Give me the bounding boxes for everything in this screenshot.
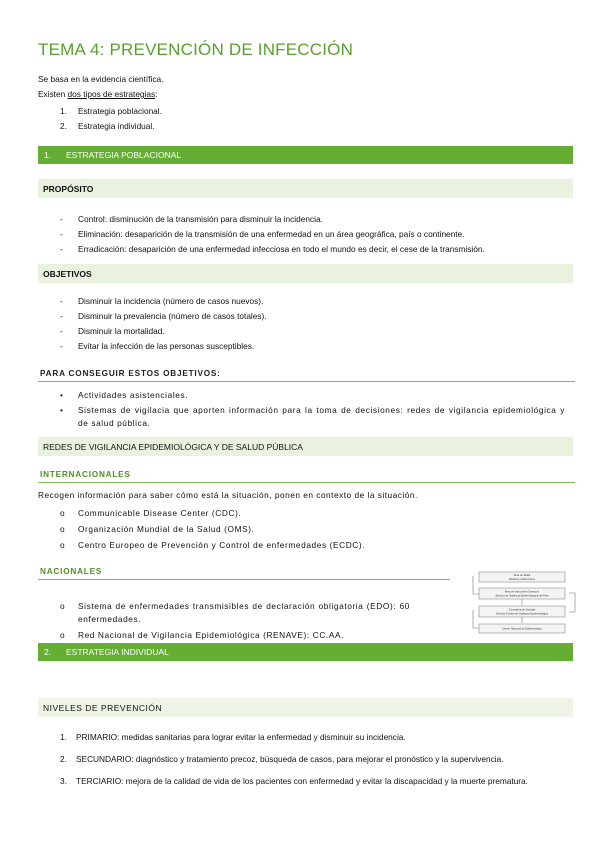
section-number: 2. (44, 647, 52, 657)
page-title: TEMA 4: PREVENCIÓN DE INFECCIÓN (38, 40, 354, 59)
conseguir-list (60, 389, 565, 432)
intro-line-2-pre: Existen (38, 89, 68, 99)
diagram-connector (473, 576, 479, 594)
list-text: SECUNDARIO: diagnóstico y tratamiento precoz, búsqueda de casos, para mejorar el pronóstico y la supervivencia. (76, 754, 504, 764)
section-number: 1. (44, 150, 52, 160)
list-item (40, 752, 565, 766)
subheading-proposito: PROPÓSITO (38, 179, 573, 198)
subheading-conseguir: PARA CONSEGUIR ESTOS OBJETIVOS: (38, 369, 575, 382)
diagram-box-4-line-1: Centro Nacional de Epidemiología (502, 627, 542, 631)
list-text: Disminuir la incidencia (número de casos nuevos). (78, 296, 264, 306)
bullet-marker: o (60, 601, 66, 611)
list-number: 2. (60, 121, 67, 131)
bullet-marker: • (60, 405, 64, 415)
section-heading-individual (38, 643, 573, 661)
list-text: Estrategia individual. (78, 121, 155, 131)
list-text: Disminuir la mortalidad. (78, 326, 165, 336)
surveillance-hierarchy-diagram (461, 570, 591, 636)
list-item (60, 404, 565, 430)
list-item (60, 119, 162, 134)
list-item (60, 523, 565, 536)
intro-line-1: Se basa en la evidencia científica. (38, 74, 164, 84)
dash-marker: - (60, 244, 63, 254)
list-text: Organización Mundial de la Salud (OMS). (78, 524, 255, 534)
list-item (60, 507, 565, 520)
list-item (60, 539, 565, 552)
list-text: Communicable Disease Center (CDC). (78, 508, 242, 518)
dash-marker: - (60, 311, 63, 321)
diagram-box-1-line-1: Área de Salud (513, 574, 531, 577)
diagram-connector (569, 593, 575, 612)
list-item (60, 227, 485, 242)
subheading-redes: REDES DE VIGILANCIA EPIDEMIOLÓGICA Y DE SALUD PÚBLICA (38, 437, 573, 456)
list-item (60, 389, 565, 402)
niveles-list (40, 730, 565, 796)
bullet-marker: o (60, 630, 66, 640)
section-title: ESTRATEGIA INDIVIDUAL (66, 647, 169, 657)
diagram-box-1-line-2: Médicos y Enfermeros (509, 578, 535, 581)
dash-marker: - (60, 326, 63, 336)
dash-marker: - (60, 229, 63, 239)
proposito-list (60, 212, 485, 257)
list-number: 1. (60, 106, 67, 116)
subheading-internacionales: INTERNACIONALES (38, 470, 575, 483)
list-item (60, 309, 267, 324)
list-item (60, 294, 267, 309)
intro-line-2-underlined: dos tipos de estrategias (67, 89, 156, 99)
list-item (40, 730, 565, 744)
nacionales-list (60, 600, 410, 644)
list-text: Sistema de enfermedades transmisibles de declaración obligatoria (EDO): 60 enfermedades. (78, 601, 410, 624)
internacionales-list (60, 507, 565, 554)
list-item (60, 600, 410, 626)
list-text: Estrategia poblacional. (78, 106, 162, 116)
diagram-box-3-line-2: Servicio Central de Vigilancia Epidemiológica (496, 612, 548, 616)
list-item (60, 629, 410, 642)
diagram-box-3-line-1: Consejería de Sanidad (508, 608, 536, 612)
intro-line-2 (38, 87, 163, 102)
internacionales-paragraph: Recogen información para saber cómo está la situación, ponen en contexto de la situación. (38, 490, 418, 500)
bullet-marker: • (60, 390, 64, 400)
list-text: Actividades asistenciales. (78, 390, 189, 400)
diagram-box-2-line-2: Servicio de Vigilancia Epidemiológica del Área (495, 594, 549, 598)
list-item (60, 242, 485, 257)
list-item (60, 339, 267, 354)
list-text: PRIMARIO: medidas sanitarias para lograr evitar la enfermedad y disminuir su incidencia. (76, 732, 406, 742)
list-text: Evitar la infección de las personas susceptibles. (78, 341, 255, 351)
diagram-connector (473, 610, 479, 628)
list-text: Centro Europeo de Prevención y Control de enfermedades (ECDC). (78, 540, 366, 550)
list-text: Eliminación: desaparición de la transmisión de una enfermedad en un área geográfica, país o continente. (78, 229, 465, 239)
list-text: Red Nacional de Vigilancia Epidemiológica (RENAVE): CC.AA. (78, 630, 344, 640)
subheading-niveles: NIVELES DE PREVENCIÓN (38, 698, 573, 717)
list-item (60, 324, 267, 339)
subheading-nacionales: NACIONALES (38, 567, 450, 580)
bullet-marker: o (60, 540, 66, 550)
bullet-marker: o (60, 524, 66, 534)
dash-marker: - (60, 341, 63, 351)
list-item (60, 212, 485, 227)
diagram-box-2-line-1: Área de Salud de la Dirección (504, 590, 540, 594)
intro-line-2-post: : (155, 89, 158, 99)
list-number: 3. (60, 776, 67, 786)
list-text: Control: disminución de la transmisión para disminuir la incidencia. (78, 214, 323, 224)
section-heading-poblacional (38, 146, 573, 164)
list-text: Erradicación: desaparición de una enfermedad infecciosa en todo el mundo es decir, el cese de la transmisión. (78, 244, 485, 254)
list-text: TERCIARIO: mejora de la calidad de vida de los pacientes con enfermedad y evitar la discapacidad y la muerte prematura. (76, 776, 528, 786)
dash-marker: - (60, 296, 63, 306)
bullet-marker: o (60, 508, 66, 518)
list-item (40, 774, 565, 788)
intro (38, 72, 163, 102)
list-number: 1. (60, 732, 67, 742)
list-text: Disminuir la prevalencia (número de casos totales). (78, 311, 267, 321)
strategy-list (60, 104, 162, 134)
list-text: Sistemas de vigilacia que aporten información para la toma de decisiones: redes de vigilancia epidemiológica y de salud pública. (78, 405, 565, 428)
list-number: 2. (60, 754, 67, 764)
objetivos-list (60, 294, 267, 354)
dash-marker: - (60, 214, 63, 224)
list-item (60, 104, 162, 119)
section-title: ESTRATEGIA POBLACIONAL (66, 150, 182, 160)
subheading-objetivos: OBJETIVOS (38, 264, 573, 283)
